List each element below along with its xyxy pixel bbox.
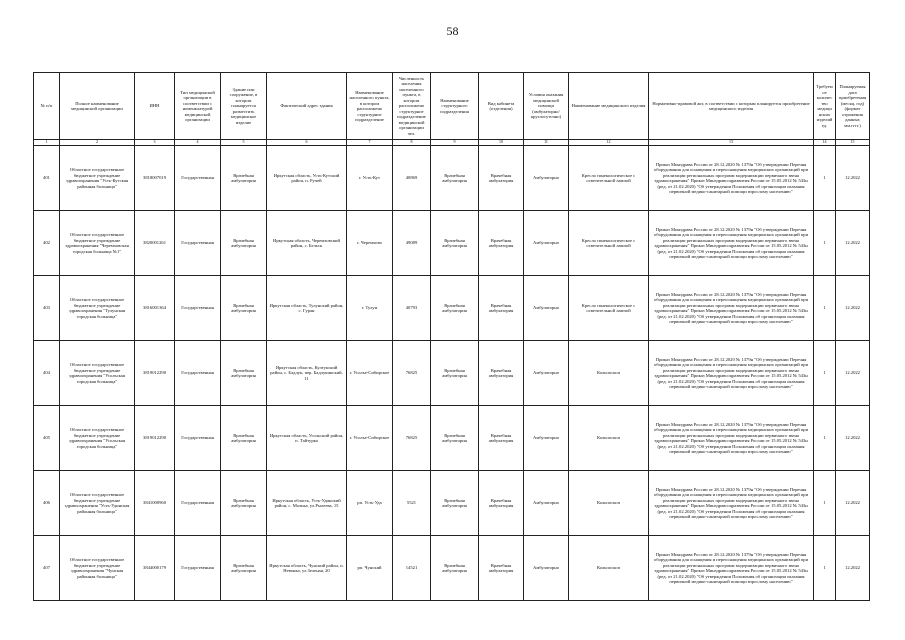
device-name: Кольпоскоп — [569, 471, 649, 536]
column-header: Тип медицинской организации в соответствии с номенклатурой медицинской организации — [175, 73, 221, 140]
legal-act: Приказ Минздрава России от 28.12.2020 № 1379н "Об утверждении Перечня оборудования для оснащения и переоснащения медицинских организаций при реализации региональных программ модернизации первичного звена здравоохранения" Приказ Минздравсоцразвития России от 15.05.2012 № 543н (ред. от 21.02.2020) "Об утверждении Положения об организации оказания первичной медико-санитарной помощи взрослому населению" — [649, 211, 814, 276]
organization-name: Областное государственное бюджетное учреждение здравоохранения "Усольская городская больница" — [60, 341, 135, 406]
column-number: 9 — [431, 140, 479, 146]
column-header: Требуемое количество медицинских изделий ед. — [814, 73, 836, 140]
settlement: г. Черемхово — [347, 211, 393, 276]
population: 49089 — [393, 211, 431, 276]
legal-act: Приказ Минздрава России от 28.12.2020 № 1379н "Об утверждении Перечня оборудования для оснащения и переоснащения медицинских организаций при реализации региональных программ модернизации первичного звена здравоохранения" Приказ Минздравсоцразвития России от 15.05.2012 № 543н (ред. от 21.02.2020) "Об утверждении Положения об организации оказания первичной медико-санитарной помощи взрослому населению" — [649, 341, 814, 406]
column-header: Условия оказания медицинской помощи (амбулаторно/круглосуточно) — [524, 73, 569, 140]
population: 40869 — [393, 146, 431, 211]
structural-unit: Врачебная амбулатория — [431, 406, 479, 471]
legal-act: Приказ Минздрава России от 28.12.2020 № 1379н "Об утверждении Перечня оборудования для оснащения и переоснащения медицинских организаций при реализации региональных программ модернизации первичного звена здравоохранения" Приказ Минздравсоцразвития России от 15.05.2012 № 543н (ред. от 21.02.2020) "Об утверждении Положения об организации оказания первичной медико-санитарной помощи взрослому населению" — [649, 536, 814, 601]
column-header: Наименование медицинского изделия — [569, 73, 649, 140]
column-number: 11 — [524, 140, 569, 146]
population: 76825 — [393, 406, 431, 471]
legal-act: Приказ Минздрава России от 28.12.2020 № 1379н "Об утверждении Перечня оборудования для оснащения и переоснащения медицинских организаций при реализации региональных программ модернизации первичного звена здравоохранения" Приказ Минздравсоцразвития России от 15.05.2012 № 543н (ред. от 21.02.2020) "Об утверждении Положения об организации оказания первичной медико-санитарной помощи взрослому населению" — [649, 276, 814, 341]
cabinet-type: Врачебная амбулатория — [479, 211, 524, 276]
column-header: ИНН — [135, 73, 175, 140]
device-name: Кресло гинекологическое с осветительной лампой — [569, 146, 649, 211]
row-number: 402 — [34, 211, 60, 276]
table-row — [34, 276, 870, 341]
care-conditions: Амбулаторно — [524, 536, 569, 601]
structural-unit: Врачебная амбулатория — [431, 276, 479, 341]
inn: 3844000179 — [135, 536, 175, 601]
organization-name: Областное государственное бюджетное учреждение здравоохранения "Усть-Удинская районная больница" — [60, 471, 135, 536]
inn: 3816001364 — [135, 276, 175, 341]
device-name: Кольпоскоп — [569, 406, 649, 471]
column-header: № п/п — [34, 73, 60, 140]
column-number: 13 — [649, 140, 814, 146]
column-header: Здание или сооружение, в котором планируется разместить медицинское изделие — [221, 73, 267, 140]
settlement: г. Усолье-Сибирское — [347, 406, 393, 471]
care-conditions: Амбулаторно — [524, 341, 569, 406]
column-number: 7 — [347, 140, 393, 146]
cabinet-type: Врачебная амбулатория — [479, 471, 524, 536]
structural-unit: Врачебная амбулатория — [431, 146, 479, 211]
column-number: 12 — [569, 140, 649, 146]
row-number: 404 — [34, 341, 60, 406]
device-name: Кольпоскоп — [569, 536, 649, 601]
column-number: 14 — [814, 140, 836, 146]
organization-name: Областное государственное бюджетное учреждение здравоохранения "Черемховская городская больница №1" — [60, 211, 135, 276]
row-number: 407 — [34, 536, 60, 601]
quantity: 1 — [814, 341, 836, 406]
page-number: 58 — [446, 24, 459, 38]
building: Врачебная амбулатория — [221, 341, 267, 406]
column-number: 6 — [267, 140, 347, 146]
organization-type: Государственная — [175, 341, 221, 406]
organization-type: Государственная — [175, 211, 221, 276]
organization-type: Государственная — [175, 536, 221, 601]
care-conditions: Амбулаторно — [524, 406, 569, 471]
population: 40793 — [393, 276, 431, 341]
device-name: Кресло гинекологическое с осветительной лампой — [569, 276, 649, 341]
cabinet-type: Врачебная амбулатория — [479, 536, 524, 601]
building: Врачебная амбулатория — [221, 276, 267, 341]
column-number: 1 — [34, 140, 60, 146]
legal-act: Приказ Минздрава России от 28.12.2020 № 1379н "Об утверждении Перечня оборудования для оснащения и переоснащения медицинских организаций при реализации региональных программ модернизации первичного звена здравоохранения" Приказ Минздравсоцразвития России от 15.05.2012 № 543н (ред. от 21.02.2020) "Об утверждении Положения об организации оказания первичной медико-санитарной помощи взрослому населению" — [649, 146, 814, 211]
cabinet-type: Врачебная амбулатория — [479, 146, 524, 211]
care-conditions: Амбулаторно — [524, 146, 569, 211]
device-name: Кресло гинекологическое с осветительной лампой — [569, 211, 649, 276]
address: Иркутская область, Усть-Удинский район, с. Молька, ул.Рылеева, 15 — [267, 471, 347, 536]
organization-name: Областное государственное бюджетное учреждение здравоохранения "Усольская городская больница" — [60, 406, 135, 471]
population: 5521 — [393, 471, 431, 536]
column-header: Численность населения населенного пункта, в котором расположено структурное подразделение медицинской организации чел. — [393, 73, 431, 140]
address: Иркутская область, Тулунский район, с. Гуран — [267, 276, 347, 341]
organization-type: Государственная — [175, 146, 221, 211]
row-number: 401 — [34, 146, 60, 211]
structural-unit: Врачебная амбулатория — [431, 471, 479, 536]
settlement: г. Тулун — [347, 276, 393, 341]
organization-name: Областное государственное бюджетное учреждение здравоохранения "Чунская районная больница" — [60, 536, 135, 601]
settlement: рп. Усть-Уда — [347, 471, 393, 536]
column-header: Полное наименование медицинской организации — [60, 73, 135, 140]
organization-type: Государственная — [175, 471, 221, 536]
planned-date: 12.2022 — [836, 536, 870, 601]
column-number: 15 — [836, 140, 870, 146]
structural-unit: Врачебная амбулатория — [431, 536, 479, 601]
quantity: 1 — [814, 276, 836, 341]
table-row — [34, 211, 870, 276]
organization-type: Государственная — [175, 276, 221, 341]
building: Врачебная амбулатория — [221, 536, 267, 601]
organization-name: Областное государственное бюджетное учреждение здравоохранения "Тулунская городская больница" — [60, 276, 135, 341]
structural-unit: Врачебная амбулатория — [431, 211, 479, 276]
column-number: 3 — [135, 140, 175, 146]
settlement: г. Усть-Кут — [347, 146, 393, 211]
row-number: 403 — [34, 276, 60, 341]
quantity: 1 — [814, 406, 836, 471]
building: Врачебная амбулатория — [221, 211, 267, 276]
column-number: 2 — [60, 140, 135, 146]
population: 76825 — [393, 341, 431, 406]
table-row — [34, 536, 870, 601]
column-number: 8 — [393, 140, 431, 146]
cabinet-type: Врачебная амбулатория — [479, 276, 524, 341]
inn: 3819012290 — [135, 341, 175, 406]
planned-date: 12.2022 — [836, 146, 870, 211]
organization-name: Областное государственное бюджетное учреждение здравоохранения "Усть-Кутская районная больница" — [60, 146, 135, 211]
equipment-table — [33, 72, 870, 601]
planned-date: 12.2022 — [836, 276, 870, 341]
quantity: 1 — [814, 211, 836, 276]
column-header: Нормативно-правовой акт, в соответствии с которым планируется приобретение медицинского изделия — [649, 73, 814, 140]
column-header: Планируемая дата приобретения (месяц, год) (формат отражения данных мм.гггг.) — [836, 73, 870, 140]
address: Иркутская область, Усть-Кутский район, п. Ручей — [267, 146, 347, 211]
planned-date: 12.2022 — [836, 211, 870, 276]
building: Врачебная амбулатория — [221, 471, 267, 536]
column-header: Фактический адрес здания — [267, 73, 347, 140]
building: Врачебная амбулатория — [221, 406, 267, 471]
column-number: 4 — [175, 140, 221, 146]
care-conditions: Амбулаторно — [524, 211, 569, 276]
cabinet-type: Врачебная амбулатория — [479, 341, 524, 406]
address: Иркутская область, Усольский район, п. Тайтурка — [267, 406, 347, 471]
quantity: 1 — [814, 471, 836, 536]
population: 14521 — [393, 536, 431, 601]
table-row — [34, 406, 870, 471]
care-conditions: Амбулаторно — [524, 471, 569, 536]
inn: 3820001261 — [135, 211, 175, 276]
quantity: 1 — [814, 146, 836, 211]
column-number: 5 — [221, 140, 267, 146]
settlement: г. Усолье-Сибирское — [347, 341, 393, 406]
legal-act: Приказ Минздрава России от 28.12.2020 № 1379н "Об утверждении Перечня оборудования для оснащения и переоснащения медицинских организаций при реализации региональных программ модернизации первичного звена здравоохранения" Приказ Минздравсоцразвития России от 15.05.2012 № 543н (ред. от 21.02.2020) "Об утверждении Положения об организации оказания первичной медико-санитарной помощи взрослому населению" — [649, 471, 814, 536]
header-row — [34, 73, 870, 140]
column-header: Наименование населенного пункта, в котором расположено структурное подразделение — [347, 73, 393, 140]
column-number: 10 — [479, 140, 524, 146]
structural-unit: Врачебная амбулатория — [431, 341, 479, 406]
table-row — [34, 471, 870, 536]
legal-act: Приказ Минздрава России от 28.12.2020 № 1379н "Об утверждении Перечня оборудования для оснащения и переоснащения медицинских организаций при реализации региональных программ модернизации первичного звена здравоохранения" Приказ Минздравсоцразвития России от 15.05.2012 № 543н (ред. от 21.02.2020) "Об утверждении Положения об организации оказания первичной медико-санитарной помощи взрослому населению" — [649, 406, 814, 471]
address: Иркутская область, Култукский район, с. Бадлук, пер. Бадлукинский, 11 — [267, 341, 347, 406]
row-number: 406 — [34, 471, 60, 536]
address: Иркутская область, Черемховский район, с. Бельск — [267, 211, 347, 276]
inn: 3841000960 — [135, 471, 175, 536]
table-row — [34, 341, 870, 406]
quantity: 1 — [814, 536, 836, 601]
row-number: 405 — [34, 406, 60, 471]
inn: 3818007019 — [135, 146, 175, 211]
address: Иркутская область, Чунский район, п. Невонка, ул.Зеленая, 20 — [267, 536, 347, 601]
table-row — [34, 146, 870, 211]
column-header: Наименование структурного подразделения — [431, 73, 479, 140]
organization-type: Государственная — [175, 406, 221, 471]
inn: 3819012290 — [135, 406, 175, 471]
cabinet-type: Врачебная амбулатория — [479, 406, 524, 471]
device-name: Кольпоскоп — [569, 341, 649, 406]
column-header: Вид кабинета (отделения) — [479, 73, 524, 140]
building: Врачебная амбулатория — [221, 146, 267, 211]
settlement: рп. Чунский — [347, 536, 393, 601]
planned-date: 12.2022 — [836, 341, 870, 406]
planned-date: 12.2022 — [836, 406, 870, 471]
care-conditions: Амбулаторно — [524, 276, 569, 341]
planned-date: 12.2022 — [836, 471, 870, 536]
